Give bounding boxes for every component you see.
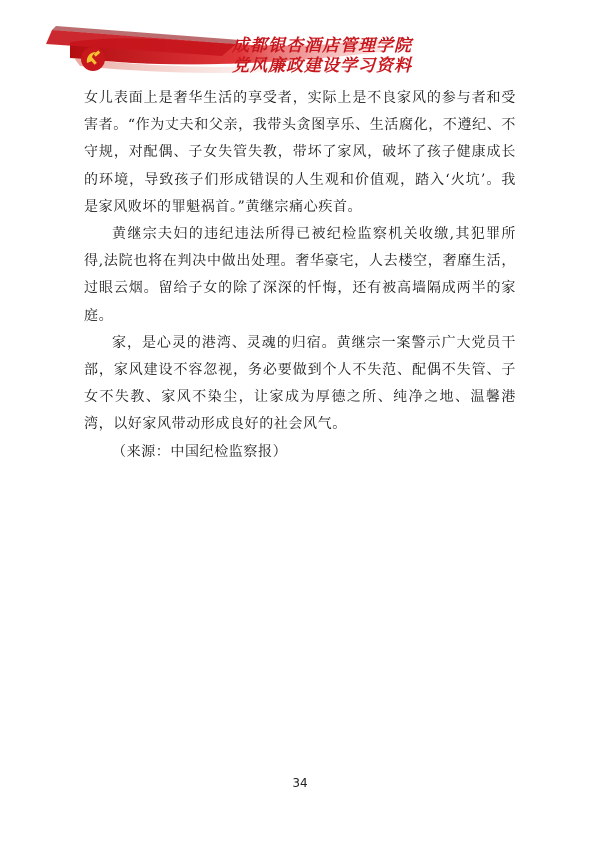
- paragraph-1: 女儿表面上是奢华生活的享受者，实际上是不良家风的参与者和受害者。“作为丈夫和父亲，我带头贪图享乐、生活腐化，不遵纪、不守规，对配偶、子女失管失教，带坏了家风，破坏了孩子健康成长的环境，导致孩子们形成错误的人生观和价值观，踏入‘火坑’。我是家风败坏的罪魁祸首。”黄继宗痛心疾首。: [84, 90, 516, 215]
- paragraph-2: 黄继宗夫妇的违纪违法所得已被纪检监察机关收缴,其犯罪所得,法院也将在判决中做出处理。奢华豪宅，人去楼空，奢靡生活，过眼云烟。留给子女的除了深深的忏悔，还有被高墙隔成两半的家庭。: [84, 226, 516, 324]
- header-title: [232, 36, 562, 76]
- article-source: （来源：中国纪检监察报）: [112, 443, 288, 460]
- paragraph-3: 家，是心灵的港湾、灵魂的归宿。黄继宗一案警示广大党员干部，家风建设不容忽视，务必要做到个人不失范、配偶不失管、子女不失教、家风不染尘，让家成为厚德之所、纯净之地、温馨港湾，以好家风带动形成良好的社会风气。: [84, 334, 516, 433]
- page-header: [0, 0, 600, 90]
- page-number: 34: [292, 776, 308, 790]
- article-body: [84, 85, 516, 466]
- hammer-sickle-icon: [80, 46, 106, 72]
- header-title-line1: 成都银杏酒店管理学院: [232, 36, 412, 56]
- header-title-line2: 党风廉政建设学习资料: [232, 56, 412, 76]
